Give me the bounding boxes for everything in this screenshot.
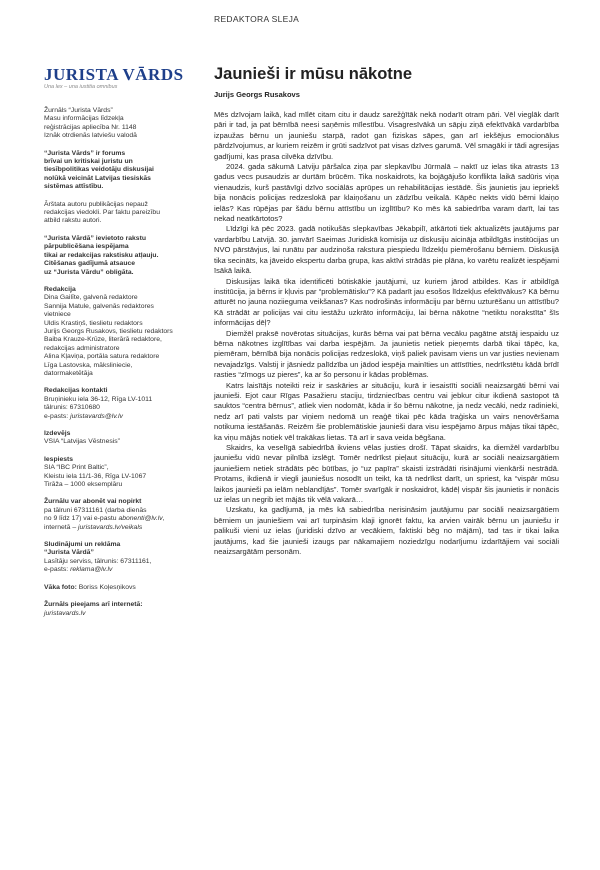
staff-line: Dina Gailīte, galvenā redaktore [44, 294, 138, 302]
staff-line: Baiba Krauze-Krūze, literārā redaktore, [44, 336, 162, 344]
subscribe-line: pa tālruni 67311161 (darba dienās [44, 506, 147, 514]
printer-heading: Iespiests [44, 455, 74, 463]
staff-line: Līga Lastovska, mākslinieciе, [44, 361, 133, 369]
intro-line: Iznāk otrdienās latviešu valodā [44, 132, 137, 140]
article-author: Jurijs Georgs Rusakovs [214, 90, 300, 99]
disclaimer-line: Ārštata autoru publikācijas nepauž [44, 200, 148, 208]
intro-line: Masu informācijas līdzekļa [44, 115, 124, 123]
subscribe-text: internetā – [44, 523, 79, 531]
mission-statement [44, 150, 204, 192]
contacts-heading: Redakcijas kontakti [44, 387, 108, 395]
masthead-sidebar [44, 66, 204, 627]
article-paragraph: 2024. gada sākumā Latviju pāršalca ziņa par slepkavību Jūrmalā – naktī uz ielas tika atrasts 13 gadus vecs pusaudzis ar durtām brūcēm. Tika noskaidrots, ka bojāgājušo konflikta laikā sadūris viņa vienaudzis, kurš pastāvīgi dzīvo sociālās aprūpes un rehabilitācijas iestādē. Šis jaunietis jau iepriekš bija nonācis policijas redzeslokā par klaiņošanu un zādzību veikalā. Kāpēc nekts vidū bērni klaiņo ielās? Kas rūpējas par šādu bērnu attīstību un izglītību? Ko mēs kā sabiedrība varam darīt, lai tas nekad neatkārtotos? [214, 162, 559, 224]
article [214, 64, 559, 557]
staff-line: datormaketētāja [44, 369, 93, 377]
ads-email-line [44, 566, 204, 574]
online-heading: Žurnāls pieejams arī internetā: [44, 601, 143, 609]
cover-photo-credit [44, 584, 204, 592]
article-paragraph: Mēs dzīvojam laikā, kad mīlēt citam citu ir daudz sarežģītāk nekā nodarīt otram pāri. Vēl vieglāk darīt pāri ir tad, ja pat bērnībā neesi saņēmis mīlestību. Visagresīvākā un sāpju ziņā efektīvākā vardarbība izpaužas bērnu un jauniešu starpā, radot gan fiziskas sāpes, gan arī iekšējus emocionālus pārdzīvojumus, ar kuriem reizēm ir grūti sadzīvot pat visas dzīves garumā. Vēl smagāki ir tādi agresijas gadījumi, kas prasa cilvēka dzīvību. [214, 110, 559, 161]
email-label: e-pasts: [44, 412, 71, 420]
article-paragraph: Diemžēl praksē novērotas situācijas, kurās bērna vai pat bērna vecāku pagātne atstāj iespaidu uz bērna nākotnes izglītības vai darba iespējām. Ja jaunietis netiek pieņemts darbā tikai tāpēc, ka, piemēram, bērnībā bija nonācis policijas redzeslokā, viņš paliek pavisam viens un var justies nevienam nevajadzīgs. Valstij ir jāsniedz palīdzība un jādod iespēja mainīties un attīstīties, nedrīkstētu kādā brīdī rasties “zīmogs uz pieres”, ka ar šo personu ir kādas problēmas. [214, 328, 559, 380]
mission-line: “Jurista Vārds” ir forums [44, 149, 126, 157]
publisher-name: VSIA “Latvijas Vēstnesis” [44, 438, 120, 446]
contact-email-line [44, 413, 204, 421]
article-body [214, 110, 559, 557]
website-link[interactable]: juristavards.lv [44, 609, 86, 617]
subscribe-text: no 9 līdz 17) vai e-pastu [44, 515, 119, 523]
article-title: Jaunieši ir mūsu nākotne [214, 65, 413, 83]
section-label: REDAKTORA SLEJA [214, 14, 300, 24]
editorial-contacts [44, 387, 204, 421]
subscribe-text: , [162, 515, 165, 523]
rights-line: “Jurista Vārdā” ievietoto rakstu [44, 234, 146, 242]
publication-tagline: Una lex – una iustitia omnibus [44, 84, 118, 90]
disclaimer-line: atbild rakstu autori. [44, 217, 102, 225]
staff-line: Jurijs Georgs Rusakovs, tieslietu redaktors [44, 327, 173, 335]
subscription-info [44, 498, 204, 532]
ads-phone: Lasītāju serviss, tālrunis: 67311161, [44, 557, 152, 565]
printer-line: Tirāža – 1000 eksemplāru [44, 481, 123, 489]
mission-line: brīvai un kritiskai juristu un [44, 158, 133, 166]
disclaimer-line: redakcijas viedokli. Par faktu pareizību [44, 209, 160, 217]
advertising-info [44, 541, 204, 575]
article-paragraph: Skaidrs, ka veselīgā sabiedrībā ikviens vēlas justies drošī. Tāpat skaidrs, ka diemžēl vardarbību jauniešu vidū nevar pilnībā izslēgt. Tomēr nedrīkst pieļaut situāciju, kurā ar sociāli neaizsargātiem jauniešiem netiek strādāts pēc būtības, jo “uz papīra” skaisti izstrādāti risinājumi vienkārši nestrādā. Protams, ikdienā ir viegli jauniešus nosodīt un teikt, ka tā nedrīkst darīt, un spriest, ka “vispār mūsu laikos jaunieši pa ielām neblandījās”. Tomēr svarīgāk ir noskaidrot, kādēļ vispār šis jaunietis ir nonācis uz ielas un negrib iet mājās tik vēlā vakarā… [214, 443, 559, 505]
subscribe-line [44, 515, 204, 523]
contact-phone: tālrunis: 67310680 [44, 404, 100, 412]
article-paragraph: Līdzīgi kā pēc 2023. gadā notikušās slepkavības Jēkabpilī, atkārtoti tiek aktualizēts jautājums par vardarbību Latvijā. 30. janvārī Saeimas Juridiskā komisija uz diskusiju aicināja atbildīgās institūcijas un NVO pārstāvjus, lai runātu par audzinoša rakstura piespiedu līdzekļu piemērošanu bērniem. Diskusijā tika secināts, ka jāveido ekspertu darba grupa, kas aktīvi strādās pie plāna, ko varētu realizēt iespējami īsākā laikā. [214, 224, 559, 276]
printer-line: Kleistu iela 11/1-36, Rīga LV-1067 [44, 472, 147, 480]
rights-line: tikai ar redakcijas rakstisku atļauju. [44, 251, 159, 259]
rights-line: Citēšanas gadījumā atsauce [44, 260, 136, 268]
publisher-info [44, 430, 204, 447]
registration-info [44, 107, 204, 141]
subscribe-email-link[interactable]: abonenti@lv.lv [118, 515, 163, 523]
editorial-heading: Redakcija [44, 285, 76, 293]
photo-label: Vāka foto: [44, 583, 77, 591]
publisher-heading: Izdevējs [44, 430, 71, 437]
ads-heading: Sludinājumi un reklāma [44, 541, 121, 549]
contact-email-link[interactable]: juristavards@lv.lv [70, 412, 123, 420]
staff-line: redakcijas administratore [44, 344, 120, 352]
mission-line: nolūkā veicināt Latvijas tiesiskās [44, 174, 151, 182]
editorial-staff [44, 286, 204, 378]
intro-line: Žurnāls “Jurista Vārds” [44, 107, 113, 114]
printer-line: SIA “IBC Print Baltic”, [44, 464, 109, 472]
article-paragraph: Uzskatu, ka gadījumā, ja mēs kā sabiedrība nerisināsim jautājumu par sociāli neaizsargātiem bērniem un jauniešiem vai arī turpināsim klaji ignorēt faktu, ka arvien vairāk bērnu un jauniešu ir palikuši vieni uz ielas (juridiski dzīvo ar vecākiem, faktiski bēg no mājām), tad tas ir tikai laika jautājums, kad šie jaunieši izaugs par nākamajiem noziedzīgu nodarījumu izdarītājiem vai sociāli neaizsargātām personām. [214, 505, 559, 557]
contact-address: Bruņinieku iela 36-12, Rīga LV-1011 [44, 395, 153, 403]
ads-subheading: “Jurista Vārdā” [44, 549, 94, 557]
printer-info [44, 456, 204, 490]
publication-logo: JURISTA VĀRDS [44, 65, 184, 84]
ads-email-link[interactable]: reklama@lv.lv [70, 566, 113, 574]
email-label: e-pasts: [44, 566, 71, 574]
photo-credit: Boriss Koļesņikovs [76, 583, 136, 591]
staff-line: vietniece [44, 311, 71, 319]
rights-line: pārpublicēšana iespējama [44, 243, 129, 251]
subscribe-line [44, 524, 204, 532]
rights-notice [44, 235, 204, 277]
intro-line: reģistrācijas apliecība Nr. 1148 [44, 123, 137, 131]
rights-line: uz “Jurista Vārdu” obligāta. [44, 268, 134, 276]
staff-line: Uldis Krastiņš, tieslietu redaktors [44, 319, 143, 327]
subscribe-heading: Žurnālu var abonēt vai nopirkt [44, 498, 142, 506]
article-paragraph: Katrs laisītājs noteikti reiz ir saskāries ar situāciju, kurā ir iesaistīti sociāli neaizsargāti bērni vai jaunieši. Ejot caur Rīgas Pasažieru staciju, tirdzniecības centru vai jebkur citur ikdienā sastopot tā sauktos “centra bērnus”, atliek vien nodomāt, kāda ir šo bērnu nākotne, ja nedz vecāki, nedz radinieki, nedz arī pati valsts par viņiem nedomā un reaģē tikai pēc kāda traģiska un vairs nenovēršama notikuma iestāšanās. Reizēm šie problemātiskie jaunieši dara visu iespējamo ārpus mājas tikai tāpēc, ka viņu mājās notiek vēl trakākas lietas. Tā arī ir sava veida bēgšana. [214, 380, 559, 442]
staff-line: Sannija Matule, galvenās redaktores [44, 302, 154, 310]
shop-link[interactable]: juristavards.lv/veikals [78, 523, 143, 531]
staff-line: Alina Kļaviņa, portāla satura redaktore [44, 353, 160, 361]
disclaimer [44, 201, 204, 226]
online-info [44, 601, 204, 618]
mission-line: sistēmas attīstību. [44, 183, 104, 191]
mission-line: tiesībpolitikas veidotāju diskusijai [44, 166, 154, 174]
article-paragraph: Diskusijas laikā tika identificēti būtiskākie jautājumi, uz kuriem jārod atbildes. Kas ir atbildīgā institūcija, ja bērns ir kļuvis par “problemātisku”? Kā padarīt jau esošos līdzekļus efektīvākus? Kā bērnu atturēt no jauna noziieguma veikšanas? Kas nodrošinās informāciju par bērnu uzturēšanu un attīstību? Kā strādāt ar policijas vai citu iestāžu uzkrāto informāciju, lai bērna nākotne “netiktu norakstīta” šīs informācijas dēļ? [214, 276, 559, 328]
